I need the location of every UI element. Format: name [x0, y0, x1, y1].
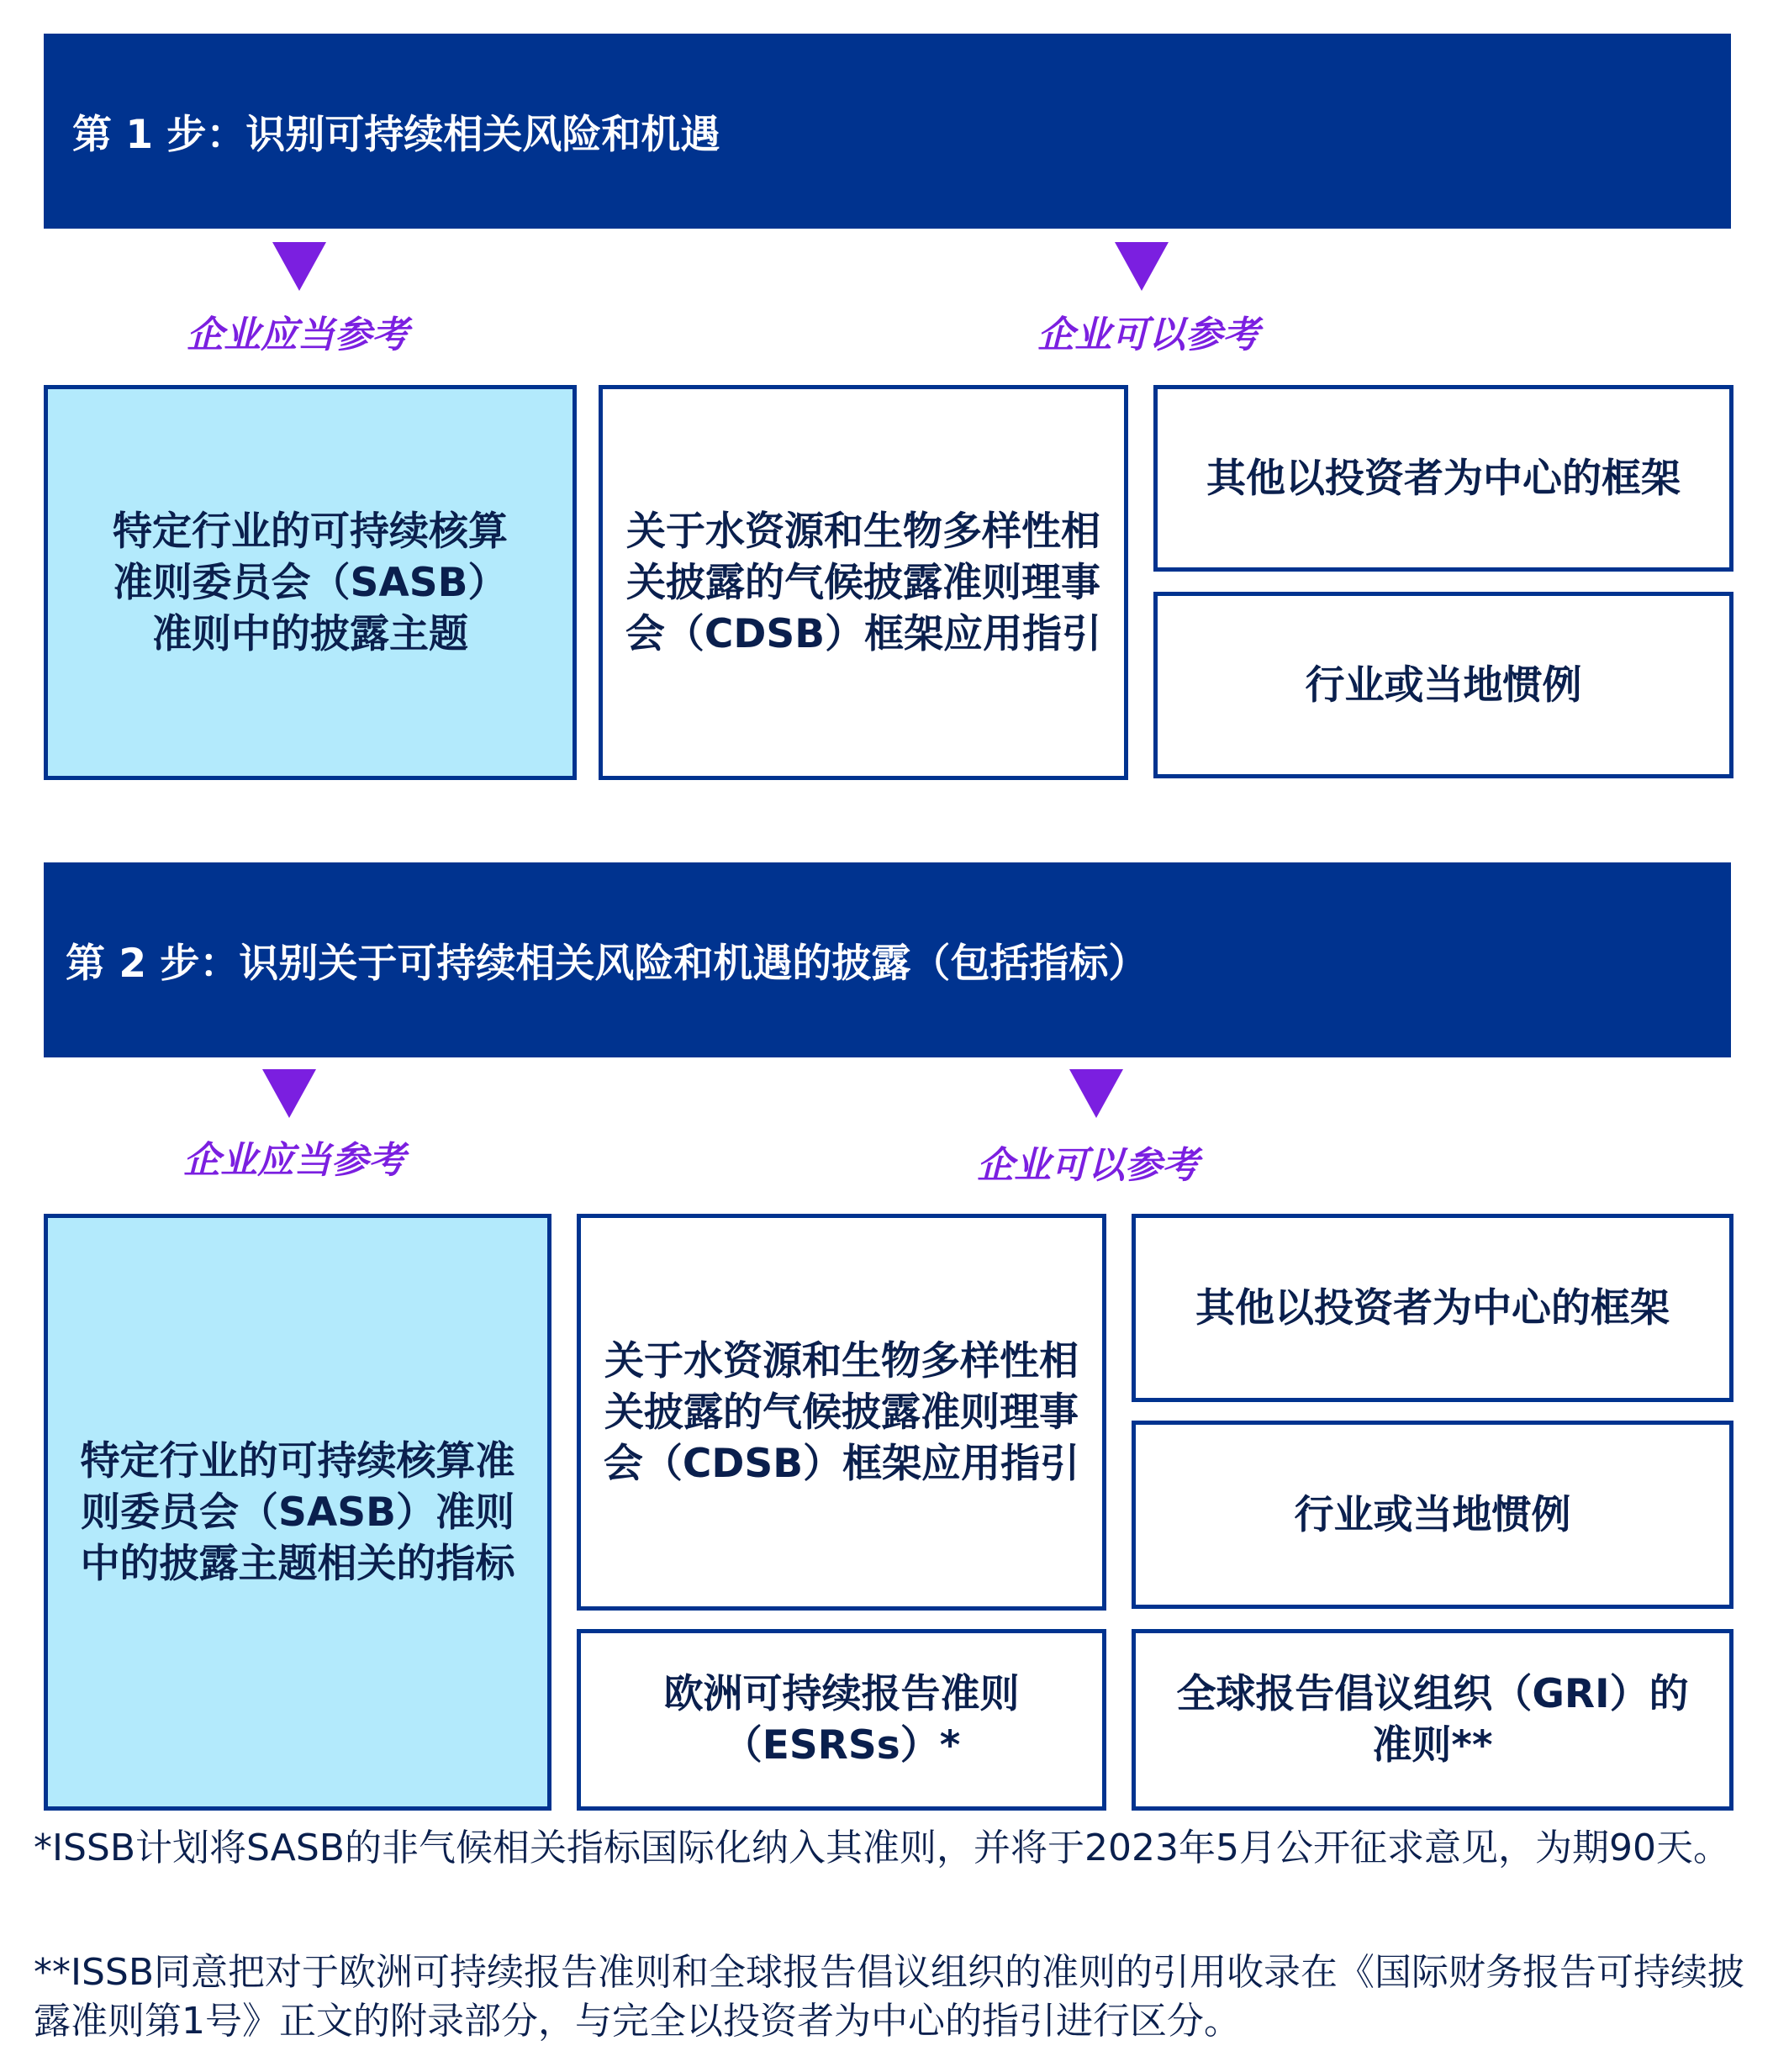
step2-should-label: 企业应当参考 — [183, 1139, 405, 1182]
step1-industry-box — [1153, 592, 1733, 778]
step2-industry-text: 行业或当地惯例 — [1294, 1491, 1571, 1538]
step1-sasb-text: 特定行业的可持续核算准则委员会（SASB）准则中的披露主题 — [113, 508, 508, 657]
step1-may-label: 企业可以参考 — [1037, 314, 1259, 356]
step1-should-arrow — [272, 242, 326, 291]
step1-industry-text: 行业或当地惯例 — [1305, 662, 1582, 709]
step2-investor-text: 其他以投资者为中心的框架 — [1195, 1284, 1670, 1331]
step2-esrs-box — [577, 1629, 1106, 1811]
step2-investor-box — [1132, 1214, 1733, 1402]
step2-sasb-box — [44, 1214, 551, 1811]
footnote-esrs: *ISSB计划将SASB的非气候相关指标国际化纳入其准则，并将于2023年5月公开征求意见，为期90天。 — [34, 1827, 1730, 1869]
step1-cdsb-box — [599, 385, 1128, 780]
step2-gri-text: 全球报告倡议组织（GRI）的准则** — [1176, 1671, 1689, 1769]
step1-title: 第 1 步：识别可持续相关风险和机遇 — [72, 111, 720, 158]
step1-may-arrow — [1115, 242, 1169, 291]
step2-may-label: 企业可以参考 — [977, 1144, 1199, 1187]
step2-title: 第 2 步：识别关于可持续相关风险和机遇的披露（包括指标） — [66, 940, 1148, 987]
footnote-gri: **ISSB同意把对于欧洲可持续报告准则和全球报告倡议组织的准则的引用收录在《国际财务报告可持续披露准则第1号》正文的附录部分，与完全以投资者为中心的指引进行区分。 — [34, 1951, 1745, 2043]
step1-investor-text: 其他以投资者为中心的框架 — [1206, 455, 1681, 502]
step1-investor-box — [1153, 385, 1733, 572]
step2-gri-box — [1132, 1629, 1733, 1811]
step2-sasb-text: 特定行业的可持续核算准则委员会（SASB）准则中的披露主题相关的指标 — [80, 1437, 515, 1587]
step1-banner — [44, 34, 1731, 229]
step2-cdsb-box — [577, 1214, 1106, 1611]
step2-may-arrow — [1069, 1069, 1123, 1118]
step2-banner — [44, 862, 1731, 1057]
step2-industry-box — [1132, 1421, 1733, 1609]
step2-should-arrow — [262, 1069, 316, 1118]
step2-esrs-text: 欧洲可持续报告准则（ESRSs）* — [663, 1671, 1020, 1769]
step1-should-label: 企业应当参考 — [187, 314, 409, 356]
step1-cdsb-text: 关于水资源和生物多样性相关披露的气候披露准则理事会（CDSB）框架应用指引 — [625, 508, 1102, 657]
step2-cdsb-text: 关于水资源和生物多样性相关披露的气候披露准则理事会（CDSB）框架应用指引 — [603, 1337, 1080, 1487]
step1-sasb-box — [44, 385, 577, 780]
